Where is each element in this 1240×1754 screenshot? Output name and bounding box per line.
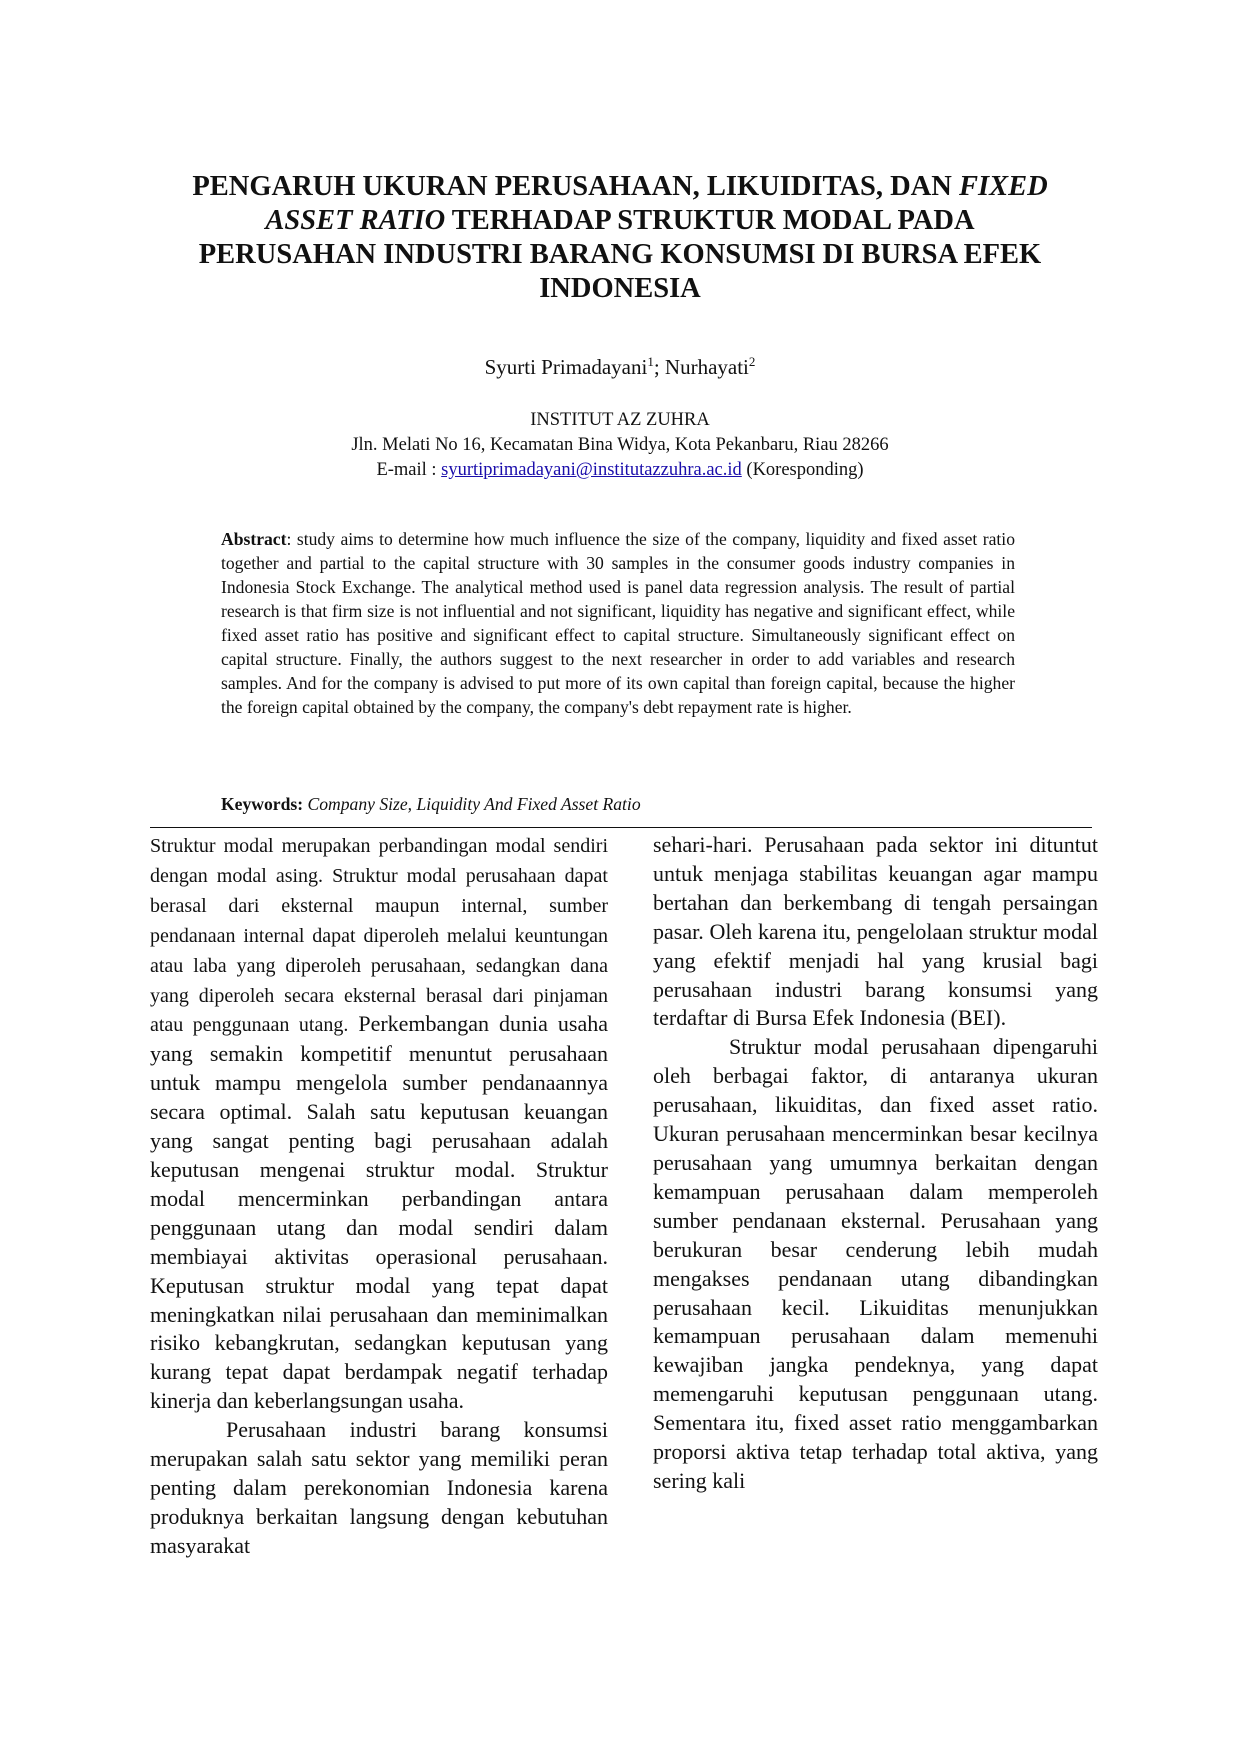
- institution-address: Jln. Melati No 16, Kecamatan Bina Widya, Kota Pekanbaru, Riau 28266: [351, 435, 889, 455]
- title-line-2: ASSET RATIO TERHADAP STRUKTUR MODAL PADA: [265, 205, 975, 236]
- body-paragraph: [150, 831, 608, 1416]
- body-text: Perkembangan dunia usaha yang semakin kompetitif menuntut perusahaan untuk mampu mengelola sumber pendanaannya secara optimal. Salah satu keputusan keuangan yang sangat penting bagi perusahaan adalah keputusan mengenai struktur modal. Struktur modal mencerminkan perbandingan antara penggunaan utang dan modal sendiri dalam membiayai aktivitas operasional perusahaan. Keputusan struktur modal yang tepat dapat meningkatkan nilai perusahaan dan meminimalkan risiko kebangkrutan, sedangkan keputusan yang kurang tepat dapat berdampak negatif terhadap kinerja dan keberlangsungan usaha.: [150, 1011, 608, 1414]
- author-name: Syurti Primadayani: [484, 355, 648, 379]
- paper-title: [150, 170, 1090, 306]
- title-line-1: PENGARUH UKURAN PERUSAHAAN, LIKUIDITAS, DAN FIXED: [192, 171, 1048, 202]
- affiliation-block: [150, 408, 1090, 483]
- section-divider: [150, 827, 1092, 828]
- email-link[interactable]: syurtiprimadayani@institutazzuhra.ac.id: [441, 460, 742, 480]
- email-line: [150, 458, 1090, 483]
- email-prefix: E-mail :: [376, 460, 442, 480]
- institution-name: INSTITUT AZ ZUHRA: [530, 410, 710, 430]
- author-affiliation-mark: 1: [647, 354, 654, 369]
- author-name: Nurhayati: [664, 355, 749, 379]
- body-paragraph: Perusahaan industri barang konsumsi merupakan salah satu sektor yang memiliki peran penting dalam perekonomian Indonesia karena produknya berkaitan langsung dengan kebutuhan masyarakat: [150, 1417, 608, 1558]
- keywords-label: Keywords:: [221, 794, 304, 814]
- body-paragraph: Struktur modal perusahaan dipengaruhi oleh berbagai faktor, di antaranya ukuran perusahaan, likuiditas, dan fixed asset ratio. Ukuran perusahaan mencerminkan besar kecilnya perusahaan yang umumnya berkaitan dengan kemampuan perusahaan dalam memperoleh sumber pendanaan eksternal. Perusahaan yang berukuran besar cenderung lebih mudah mengakses pendanaan utang dibandingkan perusahaan kecil. Likuiditas menunjukkan kemampuan perusahaan dalam memenuhi kewajiban jangka pendeknya, yang dapat memengaruhi keputusan penggunaan utang. Sementara itu, fixed asset ratio menggambarkan proporsi aktiva tetap terhadap total aktiva, yang sering kali: [653, 1034, 1098, 1493]
- keywords: [221, 792, 641, 816]
- email-suffix: (Koresponding): [741, 460, 864, 480]
- author-separator: ;: [653, 355, 665, 379]
- abstract: [221, 527, 1015, 719]
- body-text-small: Struktur modal merupakan perbandingan modal sendiri dengan modal asing. Struktur modal perusahaan dapat berasal dari eksternal maupun internal, sumber pendanaan internal dapat diperoleh melalui keuntungan atau laba yang diperoleh perusahaan, sedangkan dana yang diperoleh secara eksternal berasal dari pinjaman atau penggunaan utang.: [150, 835, 608, 1037]
- author-list: [150, 354, 1090, 380]
- abstract-label: Abstract: [221, 529, 287, 549]
- body-column-left: [150, 831, 608, 1561]
- abstract-text: : study aims to determine how much influence the size of the company, liquidity and fixed asset ratio together and partial to the capital structure with 30 samples in the consumer goods industry companies in Indonesia Stock Exchange. The analytical method used is panel data regression analysis. The result of partial research is that firm size is not influential and not significant, liquidity has negative and significant effect, while fixed asset ratio has positive and significant effect to capital structure. Simultaneously significant effect on capital structure. Finally, the authors suggest to the next researcher in order to add variables and research samples. And for the company is advised to put more of its own capital than foreign capital, because the higher the foreign capital obtained by the company, the company's debt repayment rate is higher.: [221, 529, 1015, 717]
- body-column-right: [653, 831, 1098, 1496]
- keywords-text: Company Size, Liquidity And Fixed Asset Ratio: [307, 794, 641, 814]
- title-line-3: PERUSAHAN INDUSTRI BARANG KONSUMSI DI BURSA EFEK: [198, 239, 1042, 270]
- author-affiliation-mark: 2: [748, 354, 756, 369]
- body-paragraph: sehari-hari. Perusahaan pada sektor ini dituntut untuk menjaga stabilitas keuangan agar mampu bertahan dan berkembang di tengah persaingan pasar. Oleh karena itu, pengelolaan struktur modal yang efektif menjadi hal yang krusial bagi perusahaan industri barang konsumsi yang terdaftar di Bursa Efek Indonesia (BEI).: [653, 832, 1098, 1031]
- title-line-4: INDONESIA: [539, 273, 701, 304]
